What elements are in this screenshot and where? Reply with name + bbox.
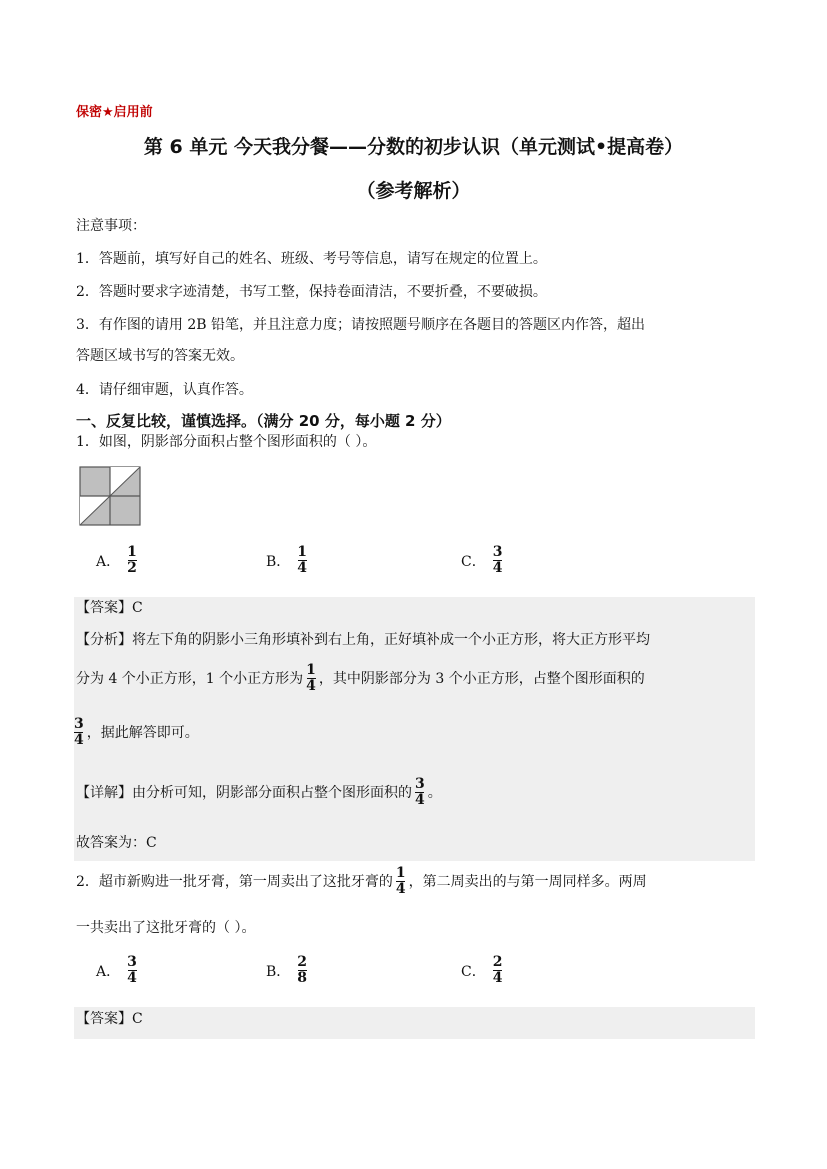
notice-item: 答题区域书写的答案无效。 [76,348,244,364]
confidential-label: 保密★启用前 [76,105,153,120]
q1-option-c: C． $\frac{3}{4}$ [461,544,503,576]
q1-analysis-line: 【分析】将左下角的阴影小三角形填补到右上角，正好填补成一个小正方形，将大正方形平均 [76,632,650,648]
notice-item: 4．请仔细审题，认真作答。 [76,382,253,398]
notice-item: 2．答题时要求字迹清楚，书写工整，保持卷面清洁，不要折叠，不要破损。 [76,284,547,300]
q1-analysis-line: $\frac{3}{4}$ ，据此解答即可。 [74,716,199,748]
q1-answer: 【答案】C [76,600,143,616]
q2-answer-box [74,1007,755,1039]
question-1-stem: 1．如图，阴影部分面积占整个图形面积的（ ）。 [76,434,377,450]
page-subtitle: （参考解析） [356,180,471,202]
notice-item: 3．有作图的请用 2B 铅笔，并且注意力度；请按照题号顺序在各题目的答题区内作答，超出 [76,317,646,333]
notice-heading: 注意事项： [76,218,146,234]
q1-conclusion: 故答案为：C [76,835,157,851]
square-figure [79,466,141,526]
q1-detail: 【详解】 由分析可知，阴影部分面积占整个图形面积的 $\frac{3}{4}$ 。 [76,776,442,808]
q1-option-a: A． $\frac{1}{2}$ [96,544,137,576]
section-heading: 一、反复比较，谨慎选择。（满分 20 分，每小题 2 分） [76,412,451,430]
q2-option-a: A． $\frac{3}{4}$ [96,954,137,986]
q1-option-b: B． $\frac{1}{4}$ [266,544,308,576]
q1-analysis-line: 分为 4 个小正方形，1 个小正方形为 $\frac{1}{4}$ ，其中阴影部分为 3 个小正方形，占整个图形面积的 [76,662,645,694]
question-2-stem: 2．超市新购进一批牙膏，第一周卖出了这批牙膏的 $\frac{1}{4}$ ，第二周卖出的与第一周同样多。两周 [76,865,647,897]
page-title: 第 6 单元 今天我分餐——分数的初步认识（单元测试•提高卷） [143,136,684,158]
q2-option-c: C． $\frac{2}{4}$ [461,954,503,986]
q2-option-b: B． $\frac{2}{8}$ [266,954,308,986]
notice-item: 1．答题前，填写好自己的姓名、班级、考号等信息，请写在规定的位置上。 [76,251,547,267]
q2-answer: 【答案】C [76,1011,143,1027]
question-2-stem: 一共卖出了这批牙膏的（ ）。 [76,920,256,936]
